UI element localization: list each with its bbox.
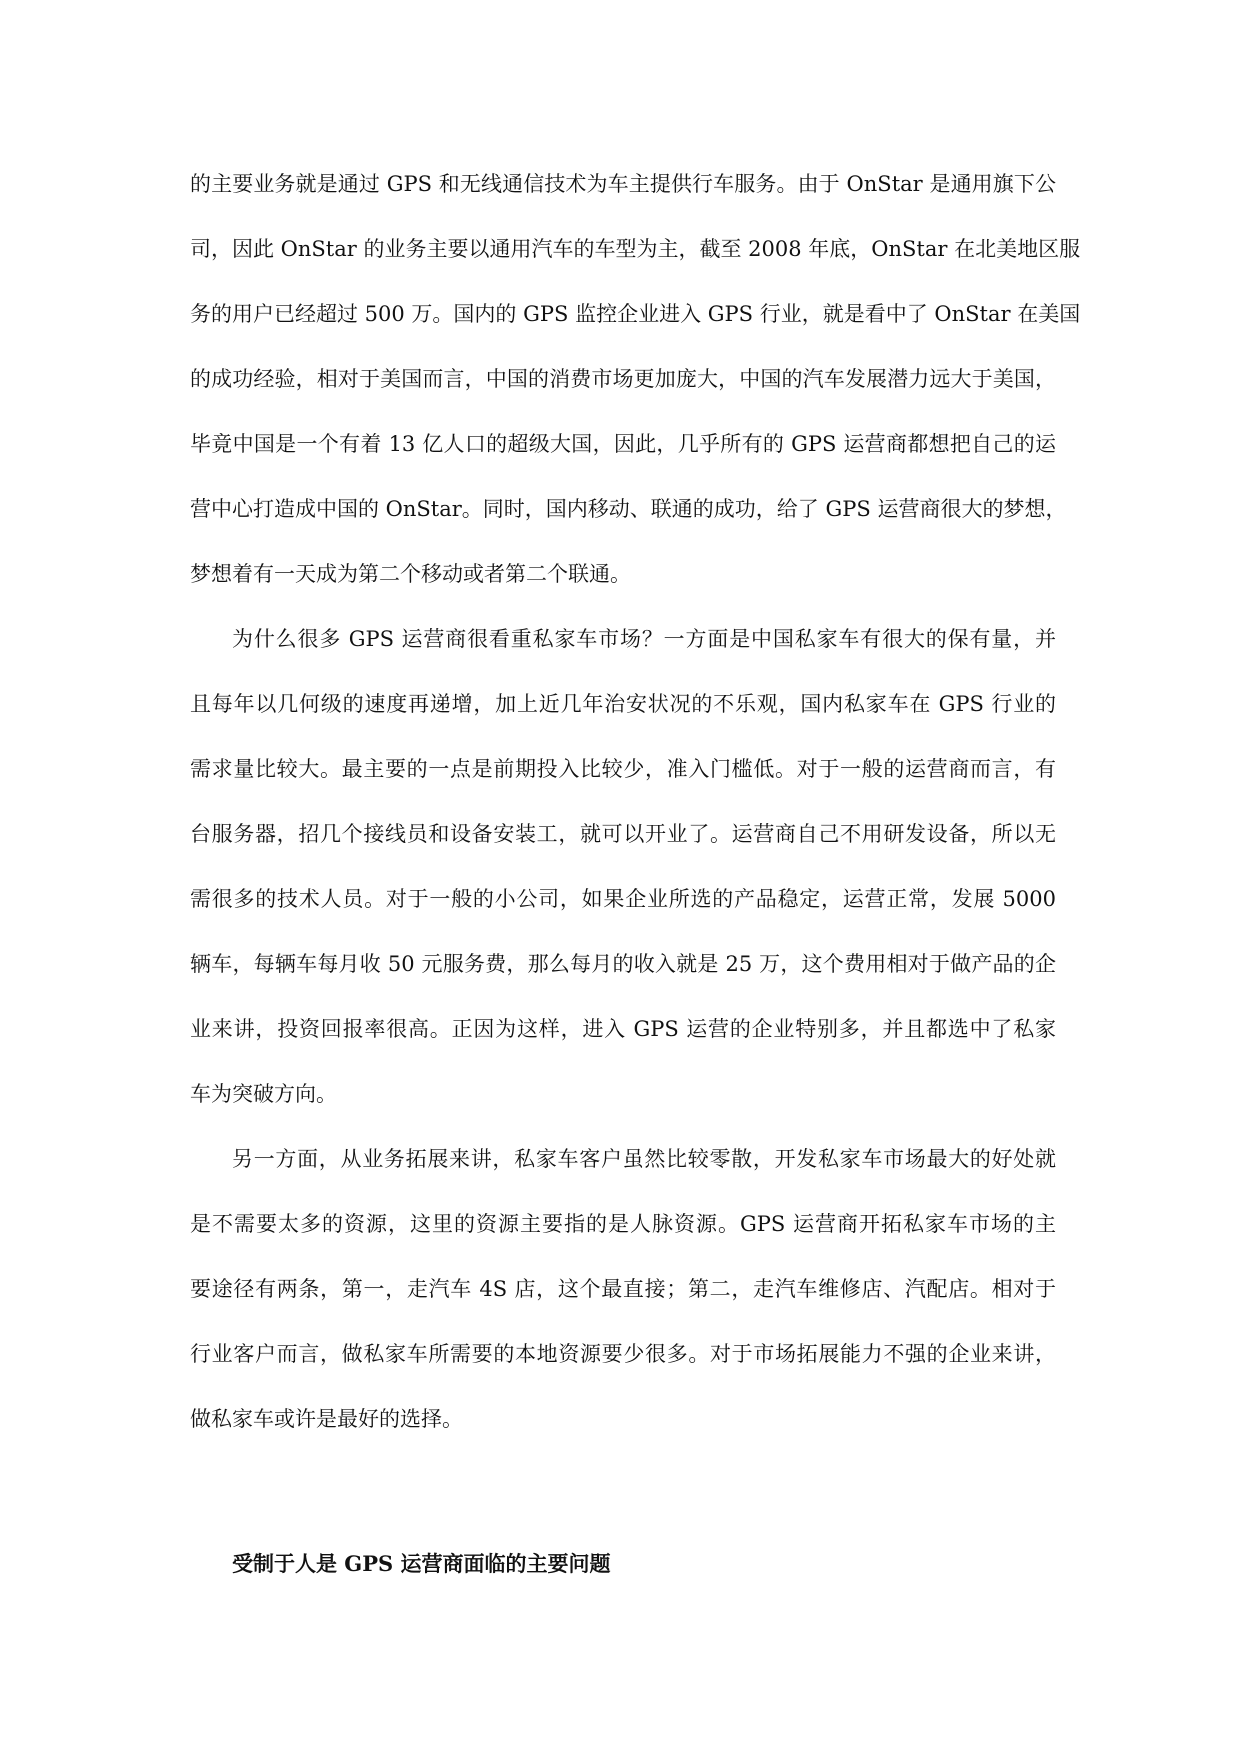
text-line: 需很多的技术人员。对于一般的小公司，如果企业所选的产品稳定，运营正常，发展 5000 <box>190 887 1056 911</box>
text-line: 需求量比较大。最主要的一点是前期投入比较少，准入门槛低。对于一般的运营商而言，有 <box>190 757 1056 781</box>
text-line: 司，因此 OnStar 的业务主要以通用汽车的车型为主，截至 2008 年底，OnStar 在北美地区服 <box>190 237 1081 261</box>
text-line: 的主要业务就是通过 GPS 和无线通信技术为车主提供行车服务。由于 OnStar 是通用旗下公 <box>190 172 1056 196</box>
text-line: 要途径有两条，第一，走汽车 4S 店，这个最直接；第二，走汽车维修店、汽配店。相对于 <box>190 1277 1056 1301</box>
text-line: 做私家车或许是最好的选择。 <box>190 1407 463 1431</box>
text-line: 梦想着有一天成为第二个移动或者第二个联通。 <box>190 562 631 586</box>
text-line: 毕竟中国是一个有着 13 亿人口的超级大国，因此，几乎所有的 GPS 运营商都想把自己的运 <box>190 432 1056 456</box>
text-line: 为什么很多 GPS 运营商很看重私家车市场？一方面是中国私家车有很大的保有量，并 <box>232 627 1056 651</box>
text-line: 是不需要太多的资源，这里的资源主要指的是人脉资源。GPS 运营商开拓私家车市场的主 <box>190 1212 1056 1236</box>
text-line: 车为突破方向。 <box>190 1082 337 1106</box>
section-heading: 受制于人是 GPS 运营商面临的主要问题 <box>232 1551 611 1576</box>
text-line: 的成功经验，相对于美国而言，中国的消费市场更加庞大，中国的汽车发展潜力远大于美国， <box>190 367 1056 391</box>
text-line: 营中心打造成中国的 OnStar。同时，国内移动、联通的成功，给了 GPS 运营商很大的梦想， <box>190 497 1067 521</box>
text-line: 且每年以几何级的速度再递增，加上近几年治安状况的不乐观，国内私家车在 GPS 行业的 <box>190 692 1056 716</box>
text-line: 另一方面，从业务拓展来讲，私家车客户虽然比较零散，开发私家车市场最大的好处就 <box>232 1147 1056 1171</box>
text-line: 辆车，每辆车每月收 50 元服务费，那么每月的收入就是 25 万，这个费用相对于做产品的企 <box>190 952 1056 976</box>
text-line: 业来讲，投资回报率很高。正因为这样，进入 GPS 运营的企业特别多，并且都选中了私家 <box>190 1017 1056 1041</box>
text-line: 台服务器，招几个接线员和设备安装工，就可以开业了。运营商自己不用研发设备，所以无 <box>190 822 1056 846</box>
text-line: 行业客户而言，做私家车所需要的本地资源要少很多。对于市场拓展能力不强的企业来讲， <box>190 1342 1056 1366</box>
text-line: 务的用户已经超过 500 万。国内的 GPS 监控企业进入 GPS 行业，就是看中了 OnStar 在美国 <box>190 302 1081 326</box>
